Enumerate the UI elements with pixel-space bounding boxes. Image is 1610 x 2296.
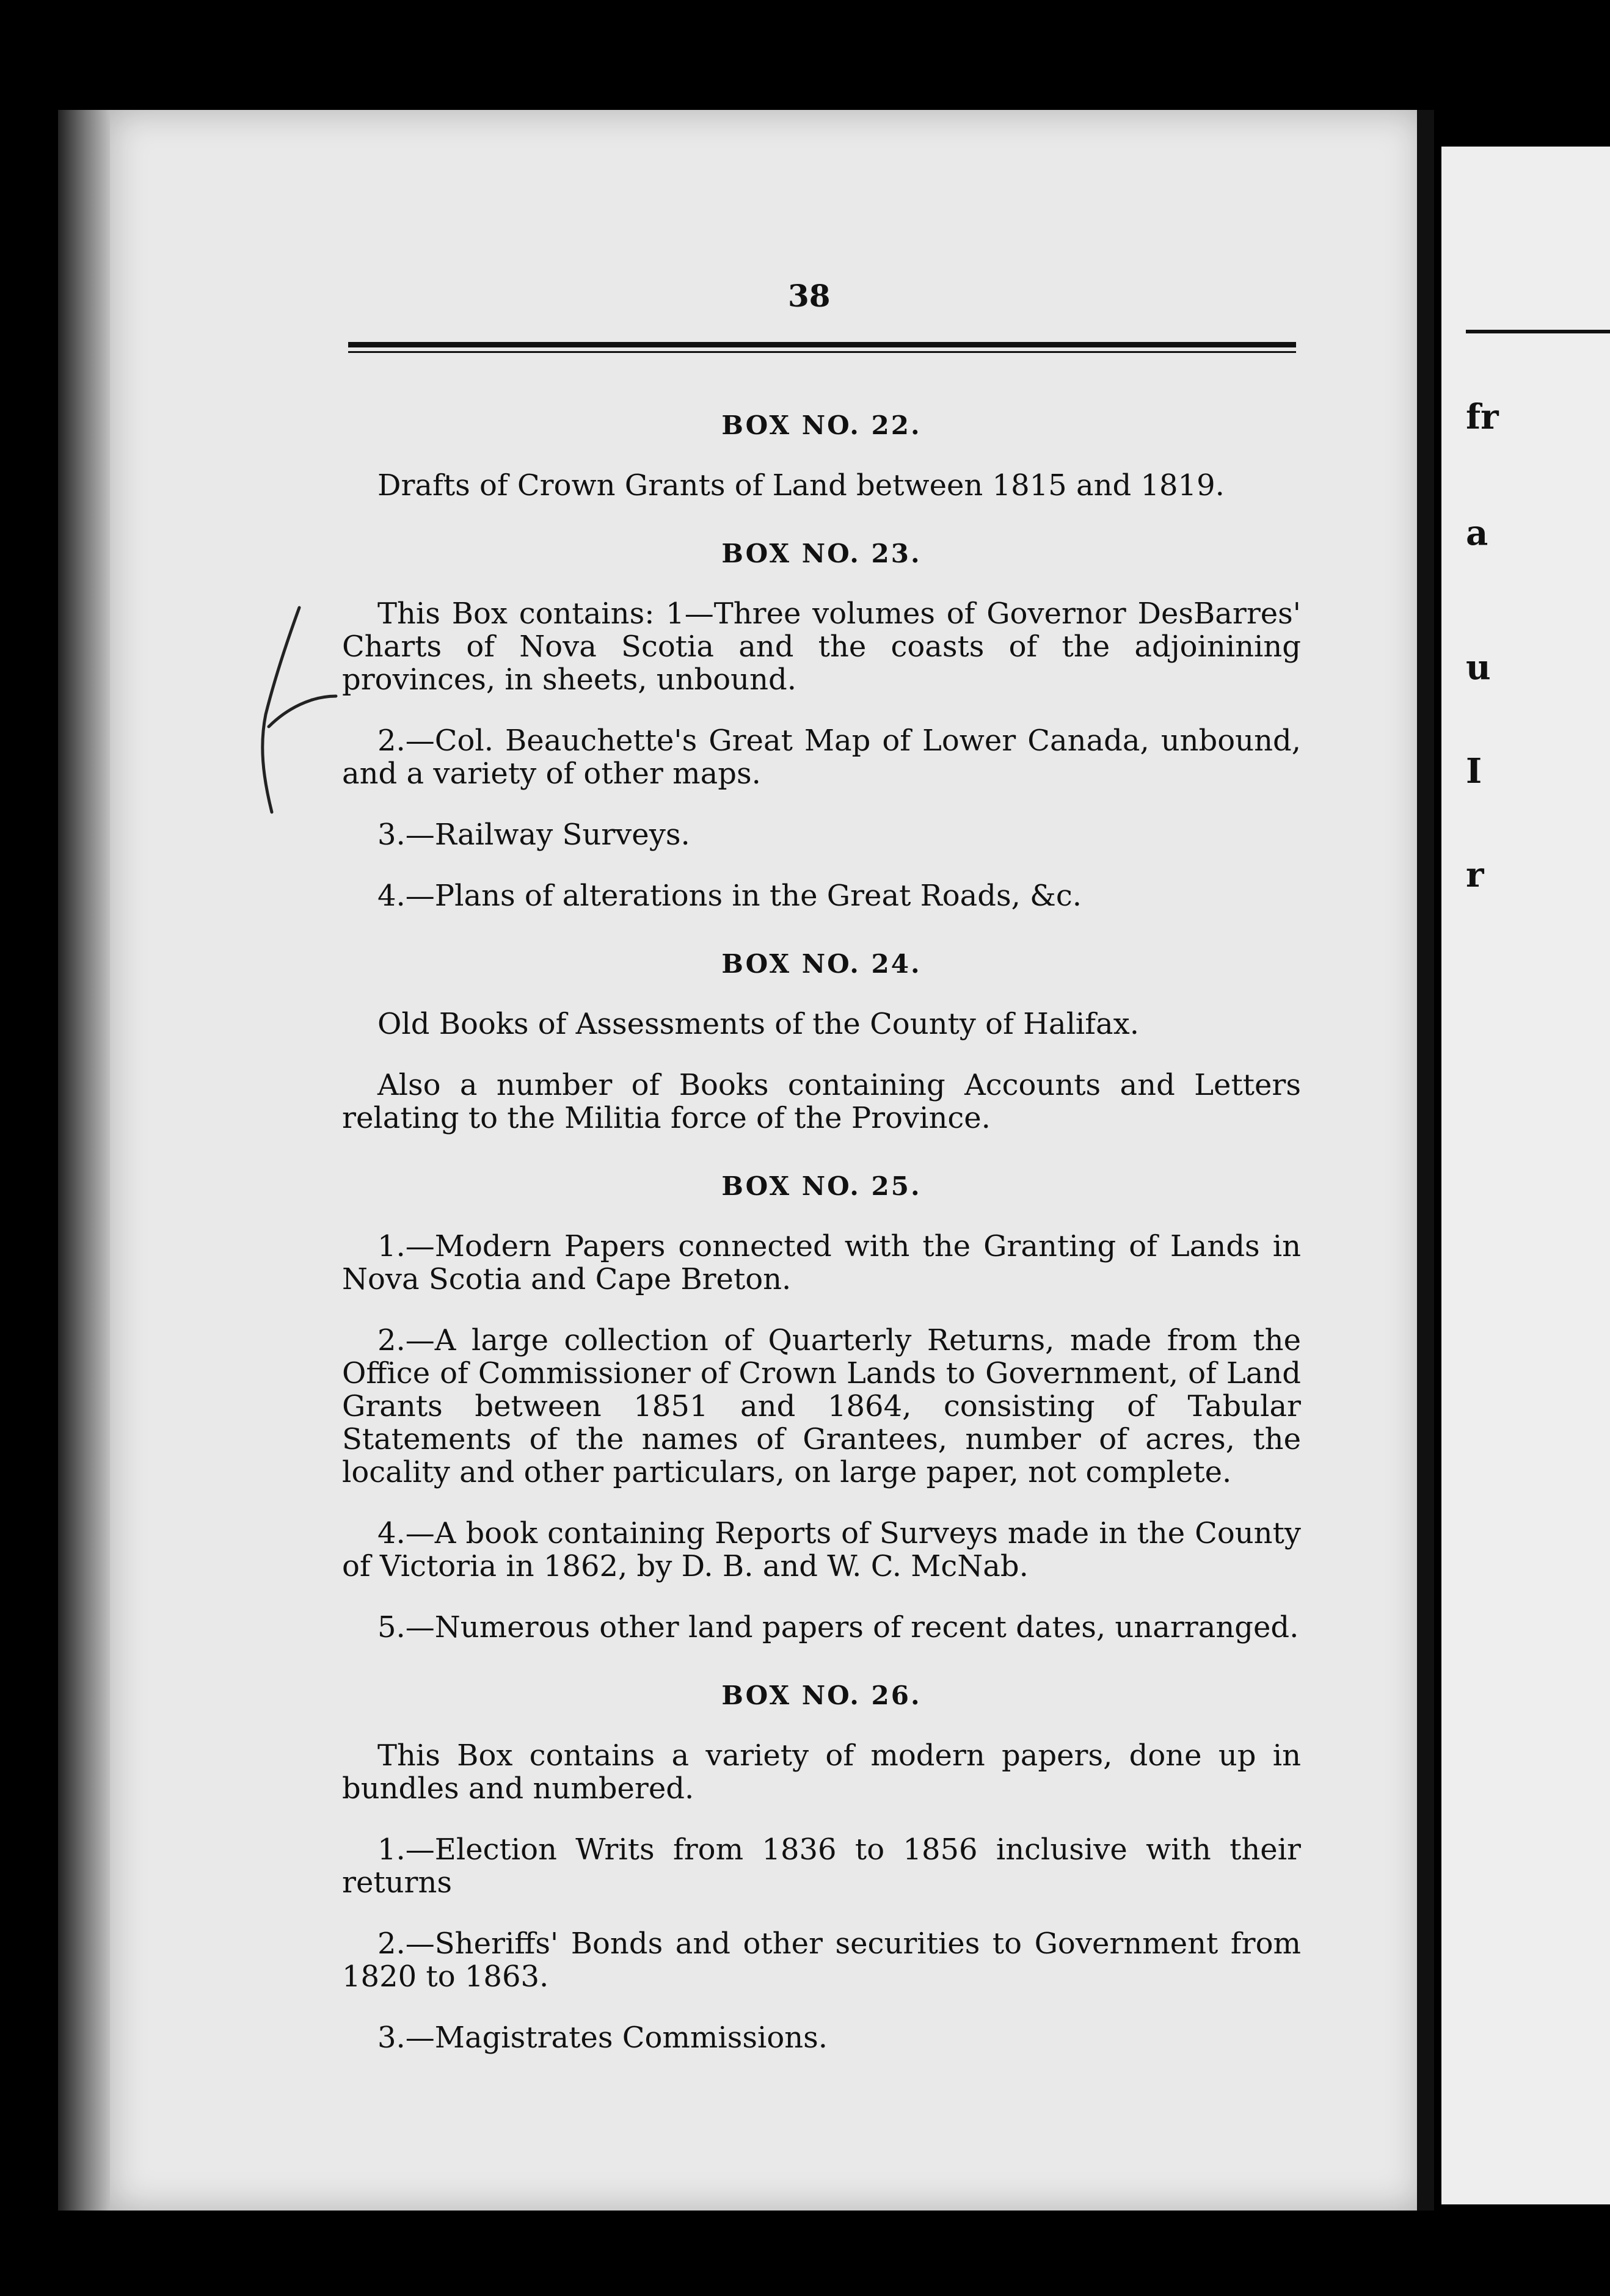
paragraph: 2.—A large collection of Quarterly Returns, made from the Office of Commissioner of Crown Lands to Government, of Land Grants between 1851 and 1864, consisting of Tabular Statements of the names of Grantees, number of acres, the locality and other particulars, on large paper, not complete. <box>342 1323 1301 1489</box>
section-heading: BOX NO. 25. <box>721 1171 922 1201</box>
adjacent-page-fragment-text: u <box>1466 647 1491 688</box>
page-number: 38 <box>788 278 831 314</box>
paragraph: 3.—Magistrates Commissions. <box>377 2021 828 2055</box>
paragraph: 4.—A book containing Reports of Surveys made in the County of Victoria in 1862, by D. B. and W. C. McNab. <box>342 1516 1301 1583</box>
box-24-section <box>342 948 1301 1135</box>
paragraph: 2.—Sheriffs' Bonds and other securities to Government from 1820 to 1863. <box>342 1927 1301 1994</box>
paragraph: This Box contains: 1—Three volumes of Governor DesBarres' Charts of Nova Scotia and the coasts of the adjoinining provinces, in sheets, unbound. <box>342 597 1301 697</box>
paragraph: 2.—Col. Beauchette's Great Map of Lower Canada, unbound, and a variety of other maps. <box>342 724 1301 791</box>
section-heading: BOX NO. 26. <box>721 1680 922 1710</box>
handwritten-margin-mark <box>250 605 348 849</box>
box-22-section <box>342 409 1301 502</box>
adjacent-page-fragment-text: fr <box>1466 397 1499 437</box>
box-25-section <box>342 1170 1301 1644</box>
section-heading: BOX NO. 22. <box>721 410 922 440</box>
section-heading: BOX NO. 23. <box>721 539 922 569</box>
adjacent-page-rule <box>1466 330 1610 333</box>
adjacent-page-fragment-text: I <box>1466 751 1482 791</box>
box-23-section <box>342 537 1301 912</box>
paragraph: 4.—Plans of alterations in the Great Roads, &c. <box>377 879 1082 913</box>
adjacent-page-fragment <box>1441 147 1610 2204</box>
box-26-section <box>342 1679 1301 2054</box>
paragraph: Also a number of Books containing Accounts and Letters relating to the Militia force of the Province. <box>342 1068 1301 1135</box>
paragraph: 3.—Railway Surveys. <box>377 818 690 852</box>
paragraph: This Box contains a variety of modern papers, done up in bundles and numbered. <box>342 1738 1301 1806</box>
binding-gutter <box>1417 110 1434 2211</box>
paragraph: 1.—Election Writs from 1836 to 1856 inclusive with their returns <box>342 1833 1301 1900</box>
paragraph: 5.—Numerous other land papers of recent dates, unarranged. <box>377 1610 1299 1644</box>
header-rule-thin <box>348 351 1296 353</box>
adjacent-page-fragment-text: r <box>1466 855 1484 895</box>
page-content <box>342 409 1301 2082</box>
section-heading: BOX NO. 24. <box>721 949 922 979</box>
paragraph: Old Books of Assessments of the County of Halifax. <box>377 1007 1139 1041</box>
paragraph: 1.—Modern Papers connected with the Granting of Lands in Nova Scotia and Cape Breton. <box>342 1229 1301 1296</box>
header-rule <box>348 342 1296 347</box>
adjacent-page-fragment-text: a <box>1466 513 1488 553</box>
paragraph: Drafts of Crown Grants of Land between 1815 and 1819. <box>377 468 1225 503</box>
